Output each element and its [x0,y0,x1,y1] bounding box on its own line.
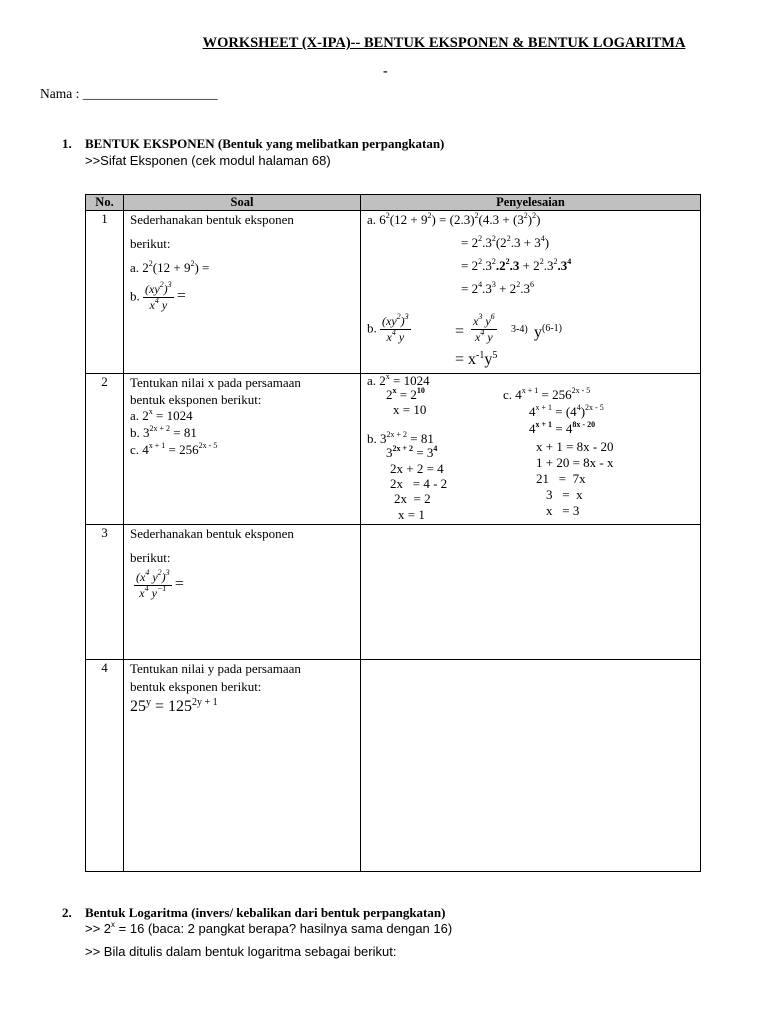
row4-no: 4 [86,660,124,872]
section2-line2: >> Bila ditulis dalam bentuk logaritma sebagai berikut: [85,944,397,959]
row4-soal: Tentukan nilai y pada persamaan bentuk eksponen berikut: $25^y = 125^{2y + 1}$ [124,660,361,872]
section2-number: 2. [62,905,72,920]
row4-penyelesaian[interactable] [361,660,701,872]
section2-heading: Bentuk Logaritma (invers/ kebalikan dari bentuk perpangkatan) [85,905,446,920]
table-row [86,211,701,374]
exercise-table [85,194,701,872]
header-penyelesaian: Penyelesaian [361,195,701,211]
table-row [86,525,701,660]
worksheet-title: WORKSHEET (X-IPA)-- BENTUK EKSPONEN & BENTUK LOGARITMA [202,35,686,51]
title-dash: - [383,64,388,79]
table-row [86,374,701,525]
row3-penyelesaian[interactable] [361,525,701,660]
section1-number: 1. [62,136,72,151]
row1-soal: Sederhanakan bentuk eksponen berikut: a. $2^2(12 + 9^2)$ = b. $\frac{(xy^2)^3}{x^4 y}$ = [124,211,361,374]
table-row [86,660,701,872]
row1-no: 1 [86,211,124,374]
header-soal: Soal [124,195,361,211]
section1-heading: BENTUK EKSPONEN (Bentuk yang melibatkan perpangkatan) [85,136,445,151]
table-header-row [86,195,701,211]
row3-no: 3 [86,525,124,660]
row2-soal: Tentukan nilai x pada persamaan bentuk eksponen berikut: a. $2^x = 1024$ b. $3^{2x + 2} = 81$ c. $4^{x + 1} = 256^{2x - 5}$ [124,374,361,525]
fraction-1b-left: $\frac{(xy^2)^3}{x^4 y}$ [382,312,409,345]
row2-no: 2 [86,374,124,525]
fraction-1a: $\frac{(xy^2)^3}{x^4 y}$ [145,280,172,313]
nama-field[interactable]: Nama : ____________________ [40,86,218,101]
section1-note: >>Sifat Eksponen (cek modul halaman 68) [85,153,331,168]
fraction-1b-right: $\frac{x^3 y^6}{x^4 y}$ [473,312,495,345]
header-no: No. [86,195,124,211]
section2-line1: >> $2^x = 16$ (baca: 2 pangkat berapa? hasilnya sama dengan 16) [85,920,453,936]
row3-soal: Sederhanakan bentuk eksponen berikut: $\frac{(x^4 y^2)^3}{x^4 y^{-1}}$ = [124,525,361,660]
row2-penyelesaian: a. $2^x = 1024$ $2^x = 2^{10}$ x = 10 b. $3^{2x + 2} = 81$ $3^{2x + 2} = 3^4$ 2x + 2 = 4 2x = 4 - 2 2x = 2 x = 1 c. $4^{x + 1} = 256^{2x - 5}$ $4^{x + 1} = (4^4)^{2x - 5}$ $4^{x + 1} = 4^{8x - 20}$ x + 1 = 8x - 20 1 + 20 = 8x - x 21 = 7x 3 = x x = 3 [361,374,701,525]
row1-penyelesaian: a. $6^2(12 + 9^2) = (2.3)^2(4.3 + (3^2)^2)$ = $2^2.3^2(2^2.3 + 3^4)$ = $2^2.3^2.2^2.3 + 2^2.3^2.3^4$ = $2^4.3^3 + 2^2.3^6$ b. $\frac{(xy^2)^3}{x^4 y}$ = $\frac{x^3 y^6}{x^4 y}$ 3-4) $y^{(6-1)}$ = $x^{-1}y^5$ [361,211,701,374]
fraction-3: $\frac{(x^4 y^2)^3}{x^4 y^{-1}}$ [136,568,170,601]
